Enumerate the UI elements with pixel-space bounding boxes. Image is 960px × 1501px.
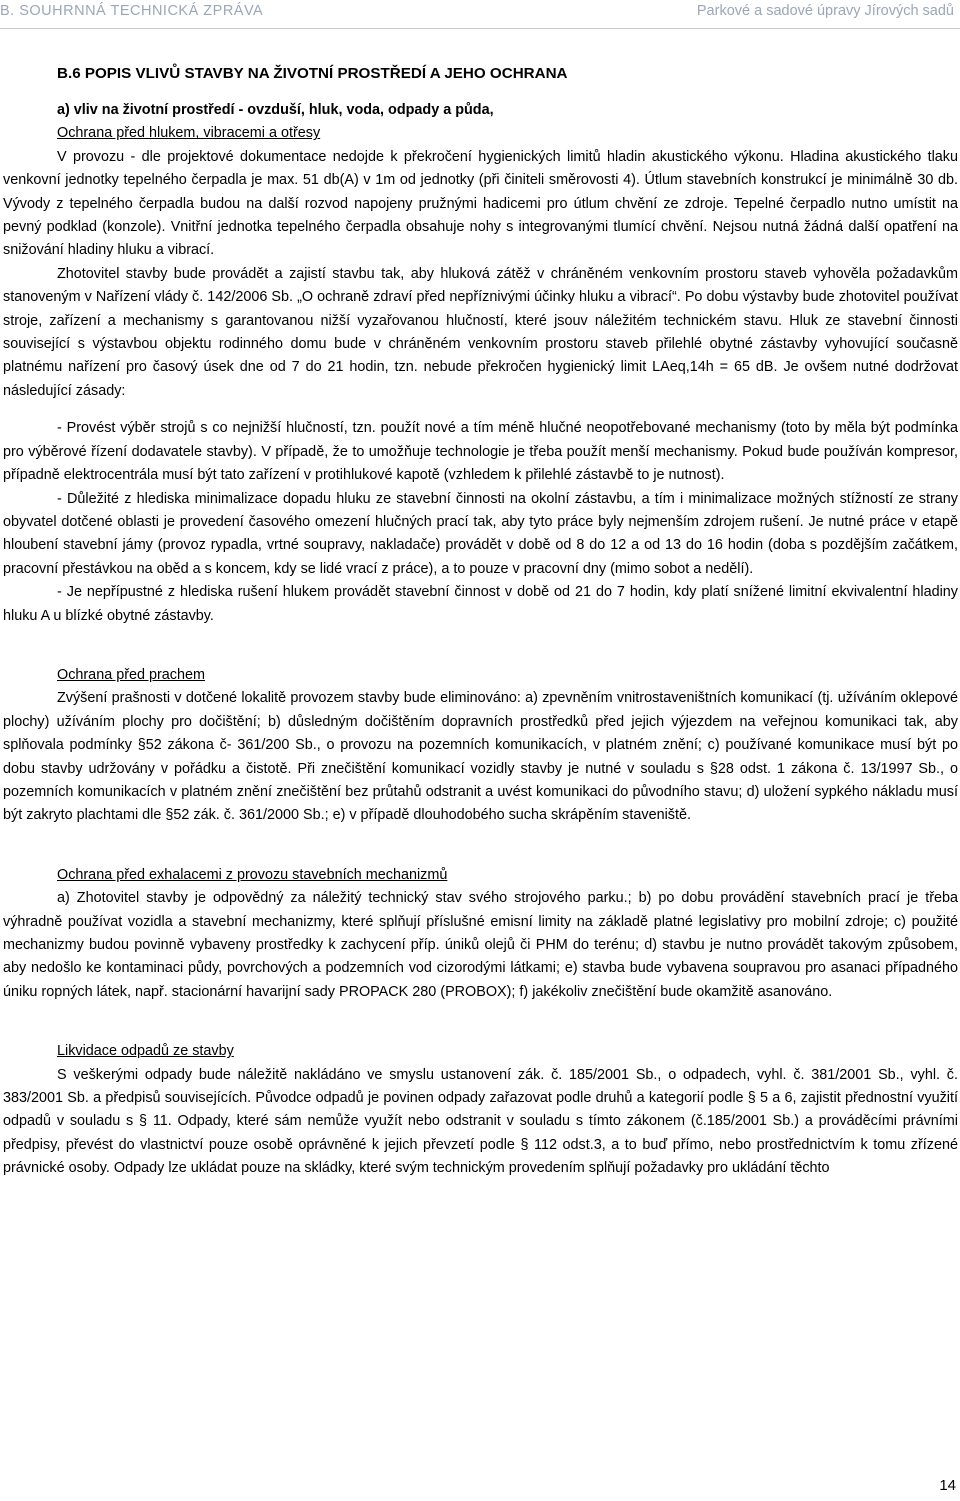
- page-number: 14: [939, 1477, 956, 1494]
- section-heading: B.6 POPIS VLIVŮ STAVBY NA ŽIVOTNÍ PROSTŘEDÍ A JEHO OCHRANA: [57, 65, 568, 82]
- noise-paragraph-4: - Důležité z hlediska minimalizace dopadu hluku ze stavební činnosti na okolní zástavbu, a tím i minimalizace možných stížností ze strany obyvatel dotčené oblasti je provedení časového omezení hlučných prací tak, aby tyto práce byly nejmenším zdrojem rušení. Je nutné práce v etapě hloubení stavební jámy (provoz rypadla, vrtné soupravy, nakladače) provádět v době od 8 do 12 a od 13 do 16 hodin (doba s pozdějším začátkem, pracovní přestávkou na oběd a s koncem, kdy se lidé vrací z práce), a to pouze v pracovní dny (mimo sobot a nedělí).: [3, 490, 958, 577]
- exhaust-protection-title: Ochrana před exhalacemi z provozu stavebních mechanizmů: [57, 866, 448, 883]
- document-body: [3, 62, 958, 1181]
- header-left-title: B. SOUHRNNÁ TECHNICKÁ ZPRÁVA: [0, 3, 264, 19]
- section-subheading: a) vliv na životní prostředí - ovzduší, hluk, voda, odpady a půda,: [57, 102, 494, 118]
- noise-paragraph-2: Zhotovitel stavby bude provádět a zajistí stavbu tak, aby hluková zátěž v chráněném venkovním prostoru staveb vyhověla požadavkům stanoveným v Nařízení vlády č. 142/2006 Sb. „O ochraně zdraví před nepříznivými účinky hluku a vibrací“. Po dobu výstavby bude zhotovitel používat stroje, zařízení a mechanismy s garantovanou nižší vyzařovanou hlučností, které jsouv náležitém technickém stavu. Hluk ze stavební činnosti související s výstavbou objektu rodinného domu bude v chráněném venkovním prostoru staveb přilehlé obytné zástavby vyhovující současně platnému nařízení pro časový úsek dne od 7 do 21 hodin, tzn. nebude překročen hygienický limit LAeq,14h = 65 dB. Je ovšem nutné dodržovat následující zásady:: [3, 265, 958, 399]
- noise-paragraph-1: V provozu - dle projektové dokumentace nedojde k překročení hygienických limitů hladin akustického výkonu. Hladina akustického tlaku venkovní jednotky tepelného čerpadla je max. 51 db(A) v 1m od jednotky (při činiteli směrovosti 4). Útlum stavebních konstrukcí je minimálně 30 db. Vývody z tepelného čerpadla budou na další rozvod napojeny pružnými hadicemi pro útlum chvění ze zdroje. Tepelné čerpadlo nutno umístit na pevný podklad (konzole). Vnitřní jednotka tepelného čerpadla obsahuje nohy s integrovanými tlumící chvění. Nejsou nutná žádná další opatření na snižování hladiny hluku a vibrací.: [3, 148, 958, 259]
- page-header: [0, 0, 960, 29]
- dust-protection-title: Ochrana před prachem: [57, 666, 205, 683]
- waste-disposal-title: Likvidace odpadů ze stavby: [57, 1043, 234, 1060]
- noise-paragraph-5: - Je nepřípustné z hlediska rušení hlukem provádět stavební činnost v době od 21 do 7 hodin, kdy platí snížené limitní ekvivalentní hladiny hluku A u blízké obytné zástavby.: [3, 584, 958, 624]
- exhaust-paragraph: a) Zhotovitel stavby je odpovědný za náležitý technický stav svého strojového parku.; b) po dobu provádění stavebních prací je třeba výhradně používat vozidla a stavební mechanizmy, které splňují příslušné emisní limity na základě platné legislativy pro mobilní zdroje; c) použité mechanizmy budou povinně vybaveny prostředky k zachycení příp. úniků olejů či PHM do terénu; d) stavbu je nutno provádět takovým způsobem, aby nedošlo ke kontaminaci půdy, povrchových a podzemních vod cizorodými látkami; e) stavba bude vybavena soupravou pro asanaci případného úniku ropných látek, např. stacionární havarijní sady PROPACK 280 (PROBOX); f) jakékoliv znečištění bude okamžitě asanováno.: [3, 890, 958, 1000]
- dust-paragraph: Zvýšení prašnosti v dotčené lokalitě provozem stavby bude eliminováno: a) zpevněním vnitrostaveništních komunikací (tj. užíváním oklepové plochy) užíváním plochy pro dočištění; b) důsledným dočištěním dopravních prostředků před jejich výjezdem na veřejnou komunikaci tak, aby splňovala podmínky §52 zákona č- 361/200 Sb., o provozu na pozemních komunikacích, v platném znění; c) používané komunikace musí být po dobu stavby udržovány v pořádku a čistotě. Při znečištění komunikací vozidly stavby je nutné v souladu s §28 odst. 1 zákona č. 13/1997 Sb., o pozemních komunikacích v platném znění znečištění bez průtahů odstranit a uvést komunikaci do původního stavu; d) uložení sypkého nákladu musí být zakryto plachtami dle §52 zák. č. 361/2000 Sb.; e) v případě dlouhodobého sucha skrápěním staveniště.: [3, 690, 958, 824]
- waste-paragraph: S veškerými odpady bude náležitě nakládáno ve smyslu ustanovení zák. č. 185/2001 Sb., o odpadech, vyhl. č. 381/2001 Sb., vyhl. č. 383/2001 Sb. a předpisů souvisejících. Původce odpadů je povinen odpady zařazovat podle druhů a kategorií podle § 5 a 6, zajistit přednostní využití odpadů v souladu s § 11. Odpady, které sám nemůže využít nebo odstranit v souladu s tímto zákonem (č.185/2001 Sb.) a prováděcími právními předpisy, převést do vlastnictví pouze osobě oprávněné k jejich převzetí podle § 112 odst.3, a to buď přímo, nebo prostřednictvím k tomu zřízené právnické osoby. Odpady lze ukládat pouze na skládky, které svým technickým provedením splňují požadavky pro ukládání těchto: [3, 1066, 958, 1177]
- noise-paragraph-3: - Provést výběr strojů s co nejnižší hlučností, tzn. použít nové a tím méně hlučné neopotřebované mechanismy (toto by měla být podmínka pro výběrové řízení dodavatele stavby). V případě, že to umožňuje technologie je třeba použít menší mechanismy. Pokud bude používán kompresor, případně elektrocentrála musí být tato zařízení v protihlukové kapotě (vzhledem k přilehlé zástavbě to je nutnost).: [3, 420, 958, 484]
- header-right-title: Parkové a sadové úpravy Jírových sadů: [696, 3, 954, 19]
- noise-protection-title: Ochrana před hlukem, vibracemi a otřesy: [57, 125, 321, 142]
